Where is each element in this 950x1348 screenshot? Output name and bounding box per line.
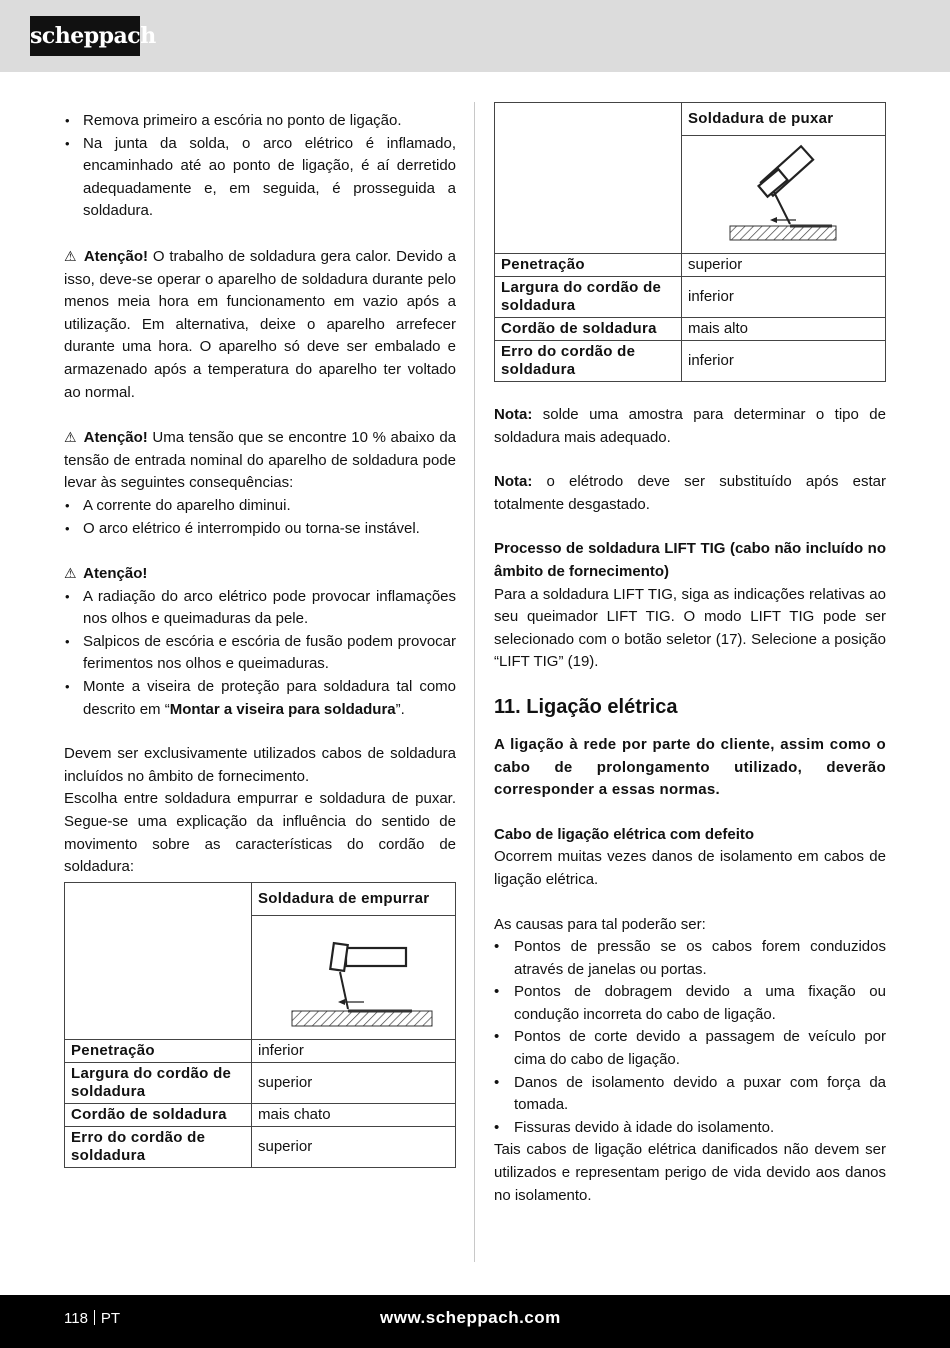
note-sample: Nota: solde uma amostra para determinar o tipo de soldadura mais adequado. [494,406,886,446]
bullet-list-prep [64,110,456,223]
push-welding-figure [252,916,456,1040]
warning-icon: ⚠ [64,429,77,446]
row-value: superior [682,254,886,277]
row-value: superior [252,1127,456,1168]
warning-radiation: ⚠ Atenção! [64,562,456,586]
list-item: • Danos de isolamento devido a puxar com força da tomada. [494,1072,886,1117]
row-label: Penetração [495,254,682,277]
list-item: • Fissuras devido à idade do isolamento. [494,1117,886,1140]
brand-logo: scheppach [30,16,140,56]
list-item: • Na junta da solda, o arco elétrico é inflamado, encaminhado até ao ponto de ligação, é aí derretido adequadamente e, em seguida, é prosseguida a soldadura. [64,133,456,223]
list-item: • A radiação do arco elétrico pode provocar inflamações nos olhos e queimaduras da pele. [64,586,456,631]
table-push-welding [64,882,456,1168]
pull-welding-diagram [682,136,885,248]
warning-icon: ⚠ [64,247,77,264]
row-label: Cordão de soldadura [65,1104,252,1127]
pull-welding-figure [682,136,886,254]
page-footer [0,1295,950,1348]
paragraph-cables: Devem ser exclusivamente utilizados cabos de soldadura incluídos no âmbito de fornecimento. [64,745,456,785]
bullet-list-voltage [64,495,456,540]
paragraph-direction: Escolha entre soldadura empurrar e soldadura de puxar. Segue-se uma explicação da influência do sentido de movimento sobre as características do cordão de soldadura: [64,790,456,876]
list-item: • O arco elétrico é interrompido ou torna-se instável. [64,518,456,541]
mains-note: A ligação à rede por parte do cliente, assim como o cabo de prolongamento utilizado, deverão corresponder a essas normas. [494,735,886,799]
list-item: • Remova primeiro a escória no ponto de ligação. [64,110,456,133]
lift-tig-title: Processo de soldadura LIFT TIG (cabo não incluído no âmbito de fornecimento) [494,540,886,580]
table-title: Soldadura de puxar [682,103,886,136]
left-column [64,110,456,879]
row-value: mais alto [682,318,886,341]
row-label: Cordão de soldadura [495,318,682,341]
list-item: • Pontos de corte devido a passagem de veículo por cima do cabo de ligação. [494,1026,886,1071]
push-welding-diagram [252,916,455,1034]
list-item: • Monte a viseira de proteção para soldadura tal como descrito em “Montar a viseira para soldadura”. [64,676,456,721]
row-label: Largura do cordão de soldadura [65,1063,252,1104]
defect-text: Ocorrem muitas vezes danos de isolamento em cabos de ligação elétrica. [494,848,886,888]
warning-heat: ⚠ Atenção! O trabalho de soldadura gera calor. Devido a isso, deve-se operar o aparelho de soldadura durante pelo menos meia hora em funcionamento em vazio após a utilização. Em alternativa, deixe o aparelho arrefecer durante uma hora. O aparelho só deve ser embalado e armazenado após a temperatura do aparelho ter voltado ao normal. [64,245,456,404]
row-label: Erro do cordão de soldadura [495,341,682,382]
table-blank-cell [65,883,252,1040]
column-divider [474,102,475,1262]
page-number: 118 PT [64,1310,121,1327]
warning-voltage: ⚠ Atenção! Uma tensão que se encontre 10 % abaixo da tensão de entrada nominal do aparelho de soldadura pode levar às seguintes consequências: [64,426,456,495]
section-title: 11. Ligação elétrica [494,695,678,718]
table-blank-cell [495,103,682,254]
row-label: Penetração [65,1040,252,1063]
list-item: • A corrente do aparelho diminui. [64,495,456,518]
list-item: • Salpicos de escória e escória de fusão podem provocar ferimentos nos olhos e queimaduras. [64,631,456,676]
table-title: Soldadura de empurrar [252,883,456,916]
row-value: inferior [252,1040,456,1063]
row-value: superior [252,1063,456,1104]
bullet-list-radiation [64,586,456,722]
note-electrode: Nota: o elétrodo deve ser substituído após estar totalmente desgastado. [494,473,886,513]
causes-list [494,936,886,1139]
list-item: • Pontos de dobragem devido a uma fixação ou condução incorreta do cabo de ligação. [494,981,886,1026]
row-value: inferior [682,277,886,318]
page-header [0,0,950,72]
website-link[interactable]: www.scheppach.com [380,1308,561,1327]
list-item: • Pontos de pressão se os cabos forem conduzidos através de janelas ou portas. [494,936,886,981]
row-label: Erro do cordão de soldadura [65,1127,252,1168]
defect-title: Cabo de ligação elétrica com defeito [494,825,755,843]
lift-tig-text: Para a soldadura LIFT TIG, siga as indicações relativas ao seu queimador LIFT TIG. O modo LIFT TIG pode ser selecionado com o botão seletor (17). Selecione a posição “LIFT TIG” (19). [494,585,886,671]
causes-intro: As causas para tal poderão ser: [494,915,706,933]
table-pull-welding [494,102,886,382]
warning-icon: ⚠ [64,565,77,582]
right-column [494,404,886,1207]
row-value: inferior [682,341,886,382]
closing-paragraph: Tais cabos de ligação elétrica danificados não devem ser utilizados e representam perigo de vida devido aos danos no isolamento. [494,1141,886,1204]
row-label: Largura do cordão de soldadura [495,277,682,318]
row-value: mais chato [252,1104,456,1127]
